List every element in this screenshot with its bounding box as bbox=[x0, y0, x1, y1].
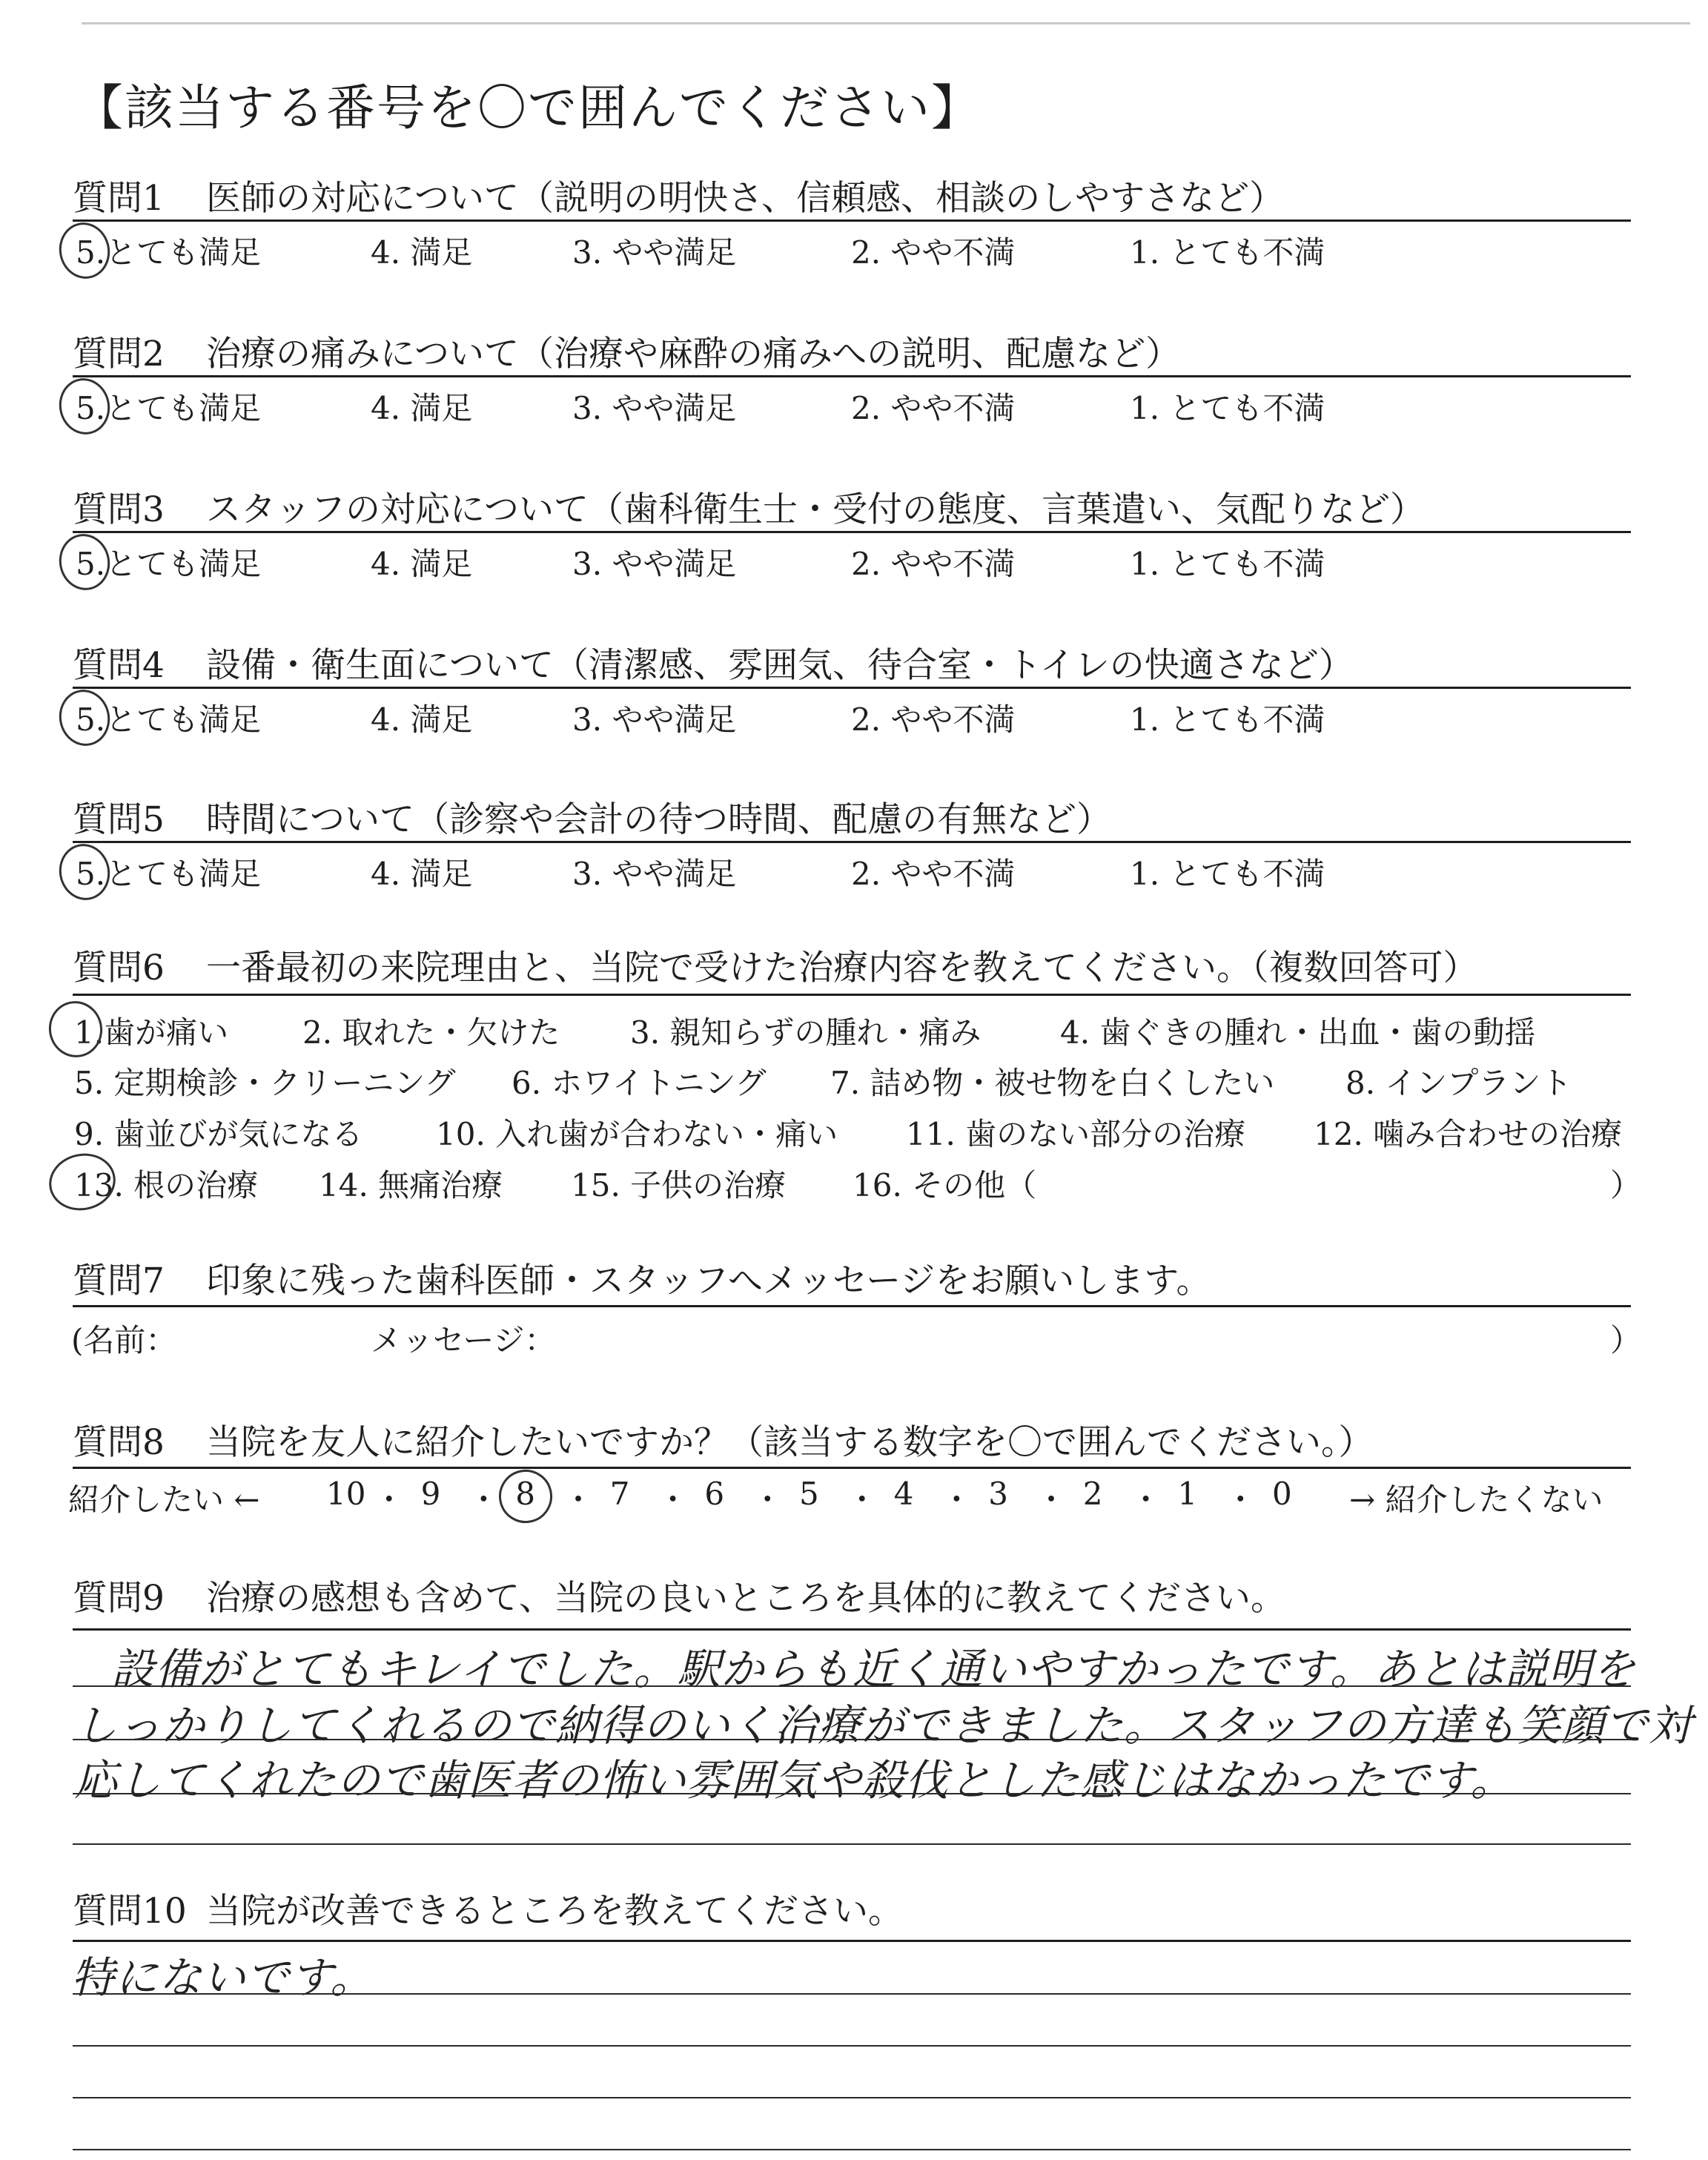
q9-number: 質問9 bbox=[73, 1578, 165, 1619]
q6-option-2[interactable]: 2. 取れた・欠けた bbox=[302, 1014, 560, 1051]
q3-option-4[interactable]: 4. 満足 bbox=[371, 546, 473, 582]
q10-line-4 bbox=[73, 2149, 1631, 2150]
q2-option-2[interactable]: 2. やや不満 bbox=[851, 390, 1016, 426]
q8-scale-2[interactable]: 2 bbox=[1082, 1476, 1103, 1512]
q2-text: 治療の痛みについて（治療や麻酔の痛みへの説明、配慮など） bbox=[206, 334, 1181, 374]
q8-scale-separator: ・ bbox=[657, 1482, 689, 1518]
q8-scale-separator: ・ bbox=[1225, 1482, 1257, 1518]
q10-rule bbox=[73, 1940, 1631, 1942]
q5-option-2[interactable]: 2. やや不満 bbox=[851, 856, 1016, 892]
q8-rule bbox=[73, 1467, 1631, 1469]
q8-scale-separator: ・ bbox=[563, 1482, 595, 1518]
q6-option-14[interactable]: 14. 無痛治療 bbox=[319, 1167, 503, 1203]
q4-option-4[interactable]: 4. 満足 bbox=[371, 701, 473, 738]
q8-selection-circle bbox=[494, 1464, 557, 1527]
q3-option-5[interactable]: 5.とても満足 bbox=[76, 546, 262, 582]
q7-name-label: (名前： bbox=[71, 1322, 177, 1358]
q8-scale-7[interactable]: 7 bbox=[609, 1476, 630, 1512]
q5-rule bbox=[73, 841, 1631, 843]
q5-option-4[interactable]: 4. 満足 bbox=[371, 856, 473, 892]
q3-option-2[interactable]: 2. やや不満 bbox=[851, 546, 1016, 582]
q6-option-4[interactable]: 4. 歯ぐきの腫れ・出血・歯の動揺 bbox=[1060, 1014, 1536, 1051]
q3-title bbox=[73, 482, 1425, 532]
q1-option-5[interactable]: 5.とても満足 bbox=[76, 234, 262, 271]
q5-option-1[interactable]: 1. とても不満 bbox=[1130, 856, 1325, 892]
q10-answer-line-1: 特にないです。 bbox=[71, 1952, 374, 2003]
q6-option-11[interactable]: 11. 歯のない部分の治療 bbox=[906, 1116, 1246, 1152]
q10-line-3 bbox=[73, 2097, 1631, 2098]
q8-right-label: → 紹介したくない bbox=[1349, 1482, 1603, 1518]
q3-text: スタッフの対応について（歯科衛生士・受付の態度、言葉遣い、気配りなど） bbox=[206, 489, 1426, 530]
q5-text: 時間について（診察や会計の待つ時間、配慮の有無など） bbox=[206, 799, 1112, 840]
q7-rule bbox=[73, 1305, 1631, 1307]
q10-title bbox=[73, 1883, 903, 1933]
q5-title bbox=[73, 792, 1111, 842]
q8-scale-9[interactable]: 9 bbox=[420, 1476, 441, 1512]
q4-title bbox=[73, 638, 1354, 687]
q2-option-1[interactable]: 1. とても不満 bbox=[1130, 390, 1325, 426]
q2-title bbox=[73, 326, 1180, 376]
q8-title bbox=[73, 1415, 1374, 1464]
q9-answer-line-1: 設備がとてもキレイでした。駅からも近く通いやすかったです。あとは説明を bbox=[111, 1644, 1636, 1694]
q8-text: 当院を友人に紹介したいですか？（該当する数字を〇で囲んでください。） bbox=[206, 1422, 1374, 1463]
q6-option-15[interactable]: 15. 子供の治療 bbox=[571, 1167, 787, 1203]
q1-option-2[interactable]: 2. やや不満 bbox=[851, 234, 1016, 271]
q8-left-label: 紹介したい ← bbox=[68, 1482, 260, 1518]
q6-option-5[interactable]: 5. 定期検診・クリーニング bbox=[74, 1065, 456, 1101]
q4-text: 設備・衛生面について（清潔感、雰囲気、待合室・トイレの快適さなど） bbox=[206, 645, 1354, 686]
q8-scale-3[interactable]: 3 bbox=[988, 1476, 1008, 1512]
q8-scale-5[interactable]: 5 bbox=[799, 1476, 819, 1512]
q3-option-3[interactable]: 3. やや満足 bbox=[572, 546, 737, 582]
q4-option-1[interactable]: 1. とても不満 bbox=[1130, 701, 1325, 738]
q2-rule bbox=[73, 375, 1631, 377]
q7-text: 印象に残った歯科医師・スタッフへメッセージをお願いします。 bbox=[206, 1261, 1211, 1301]
q6-option-10[interactable]: 10. 入れ歯が合わない・痛い bbox=[436, 1116, 838, 1152]
q5-option-3[interactable]: 3. やや満足 bbox=[572, 856, 737, 892]
q8-scale-separator: ・ bbox=[373, 1482, 405, 1518]
q6-option-1[interactable]: 1.歯が痛い bbox=[74, 1014, 229, 1051]
q10-line-1 bbox=[73, 1993, 1631, 1995]
q2-number: 質問2 bbox=[73, 334, 165, 374]
q4-option-5[interactable]: 5.とても満足 bbox=[76, 701, 262, 738]
q8-scale-separator: ・ bbox=[1130, 1482, 1162, 1518]
q6-text: 一番最初の来院理由と、当院で受けた治療内容を教えてください。（複数回答可） bbox=[206, 948, 1478, 988]
q2-option-4[interactable]: 4. 満足 bbox=[371, 390, 473, 426]
q6-selection-circle-13 bbox=[44, 1147, 121, 1216]
q6-option-12[interactable]: 12. 噛み合わせの治療 bbox=[1314, 1116, 1623, 1152]
q2-option-3[interactable]: 3. やや満足 bbox=[572, 390, 737, 426]
q1-option-3[interactable]: 3. やや満足 bbox=[572, 234, 737, 271]
q6-option-6[interactable]: 6. ホワイトニング bbox=[512, 1065, 767, 1101]
q4-option-2[interactable]: 2. やや不満 bbox=[851, 701, 1016, 738]
q7-close-paren: ） bbox=[1610, 1322, 1642, 1358]
q7-message-label: メッセージ： bbox=[371, 1322, 556, 1358]
q8-scale-separator: ・ bbox=[846, 1482, 878, 1518]
q5-number: 質問5 bbox=[73, 799, 165, 840]
q6-title bbox=[73, 940, 1478, 990]
q8-scale-6[interactable]: 6 bbox=[704, 1476, 725, 1512]
q6-option-3[interactable]: 3. 親知らずの腫れ・痛み bbox=[630, 1014, 982, 1051]
q8-scale-4[interactable]: 4 bbox=[893, 1476, 914, 1512]
q1-text: 医師の対応について（説明の明快さ、信頼感、相談のしやすさなど） bbox=[206, 178, 1285, 219]
q6-option-16[interactable]: 16. その他（ bbox=[853, 1167, 1037, 1203]
q9-line-3 bbox=[73, 1793, 1631, 1794]
q9-answer-line-2: しっかりしてくれるので納得のいく治療ができました。スタッフの方達も笑顔で対 bbox=[74, 1700, 1693, 1751]
q5-option-5[interactable]: 5.とても満足 bbox=[76, 856, 262, 892]
q3-number: 質問3 bbox=[73, 489, 165, 530]
q9-title bbox=[73, 1571, 1285, 1620]
q4-rule bbox=[73, 687, 1631, 689]
q1-number: 質問1 bbox=[73, 178, 165, 219]
q10-number: 質問10 bbox=[73, 1891, 187, 1932]
q8-scale-1[interactable]: 1 bbox=[1177, 1476, 1198, 1512]
q3-rule bbox=[73, 531, 1631, 533]
q6-option-9[interactable]: 9. 歯並びが気になる bbox=[74, 1116, 363, 1152]
q6-other-close-paren: ） bbox=[1610, 1167, 1642, 1203]
q8-number: 質問8 bbox=[73, 1422, 165, 1463]
q9-text: 治療の感想も含めて、当院の良いところを具体的に教えてください。 bbox=[206, 1578, 1286, 1619]
q10-text: 当院が改善できるところを教えてください。 bbox=[206, 1891, 903, 1932]
q1-rule bbox=[73, 219, 1631, 222]
q1-option-4[interactable]: 4. 満足 bbox=[371, 234, 473, 271]
q9-answer-line-3: 応してくれたので歯医者の怖い雰囲気や殺伐とした感じはなかったです。 bbox=[74, 1755, 1515, 1806]
q9-rule bbox=[73, 1628, 1631, 1631]
q3-option-1[interactable]: 1. とても不満 bbox=[1130, 546, 1325, 582]
q1-option-1[interactable]: 1. とても不満 bbox=[1130, 234, 1325, 271]
q7-number: 質問7 bbox=[73, 1261, 165, 1301]
q4-number: 質問4 bbox=[73, 645, 165, 686]
q6-rule bbox=[73, 994, 1631, 996]
q4-option-3[interactable]: 3. やや満足 bbox=[572, 701, 737, 738]
q9-line-2 bbox=[73, 1739, 1631, 1740]
q1-title bbox=[73, 171, 1284, 220]
q9-line-4 bbox=[73, 1843, 1631, 1845]
q8-scale-0[interactable]: 0 bbox=[1272, 1476, 1292, 1512]
q8-scale-separator: ・ bbox=[752, 1482, 784, 1518]
q6-option-7[interactable]: 7. 詰め物・被せ物を白くしたい bbox=[830, 1065, 1275, 1101]
q7-title bbox=[73, 1253, 1211, 1303]
q9-line-1 bbox=[73, 1685, 1631, 1687]
q6-number: 質問6 bbox=[73, 948, 165, 988]
page-heading: 【該当する番号を〇で囲んでください】 bbox=[74, 79, 982, 136]
q8-scale-10[interactable]: 10 bbox=[326, 1476, 366, 1512]
q8-scale-separator: ・ bbox=[941, 1482, 973, 1518]
q6-option-8[interactable]: 8. インプラント bbox=[1345, 1065, 1572, 1101]
q10-line-2 bbox=[73, 2045, 1631, 2047]
top-edge-rule bbox=[82, 22, 1690, 24]
q6-option-13[interactable]: 13. 根の治療 bbox=[74, 1167, 259, 1203]
q2-option-5[interactable]: 5.とても満足 bbox=[76, 390, 262, 426]
q8-scale-separator: ・ bbox=[1036, 1482, 1068, 1518]
q8-scale-separator: ・ bbox=[468, 1482, 500, 1518]
q8-scale-8[interactable]: 8 bbox=[515, 1476, 535, 1512]
